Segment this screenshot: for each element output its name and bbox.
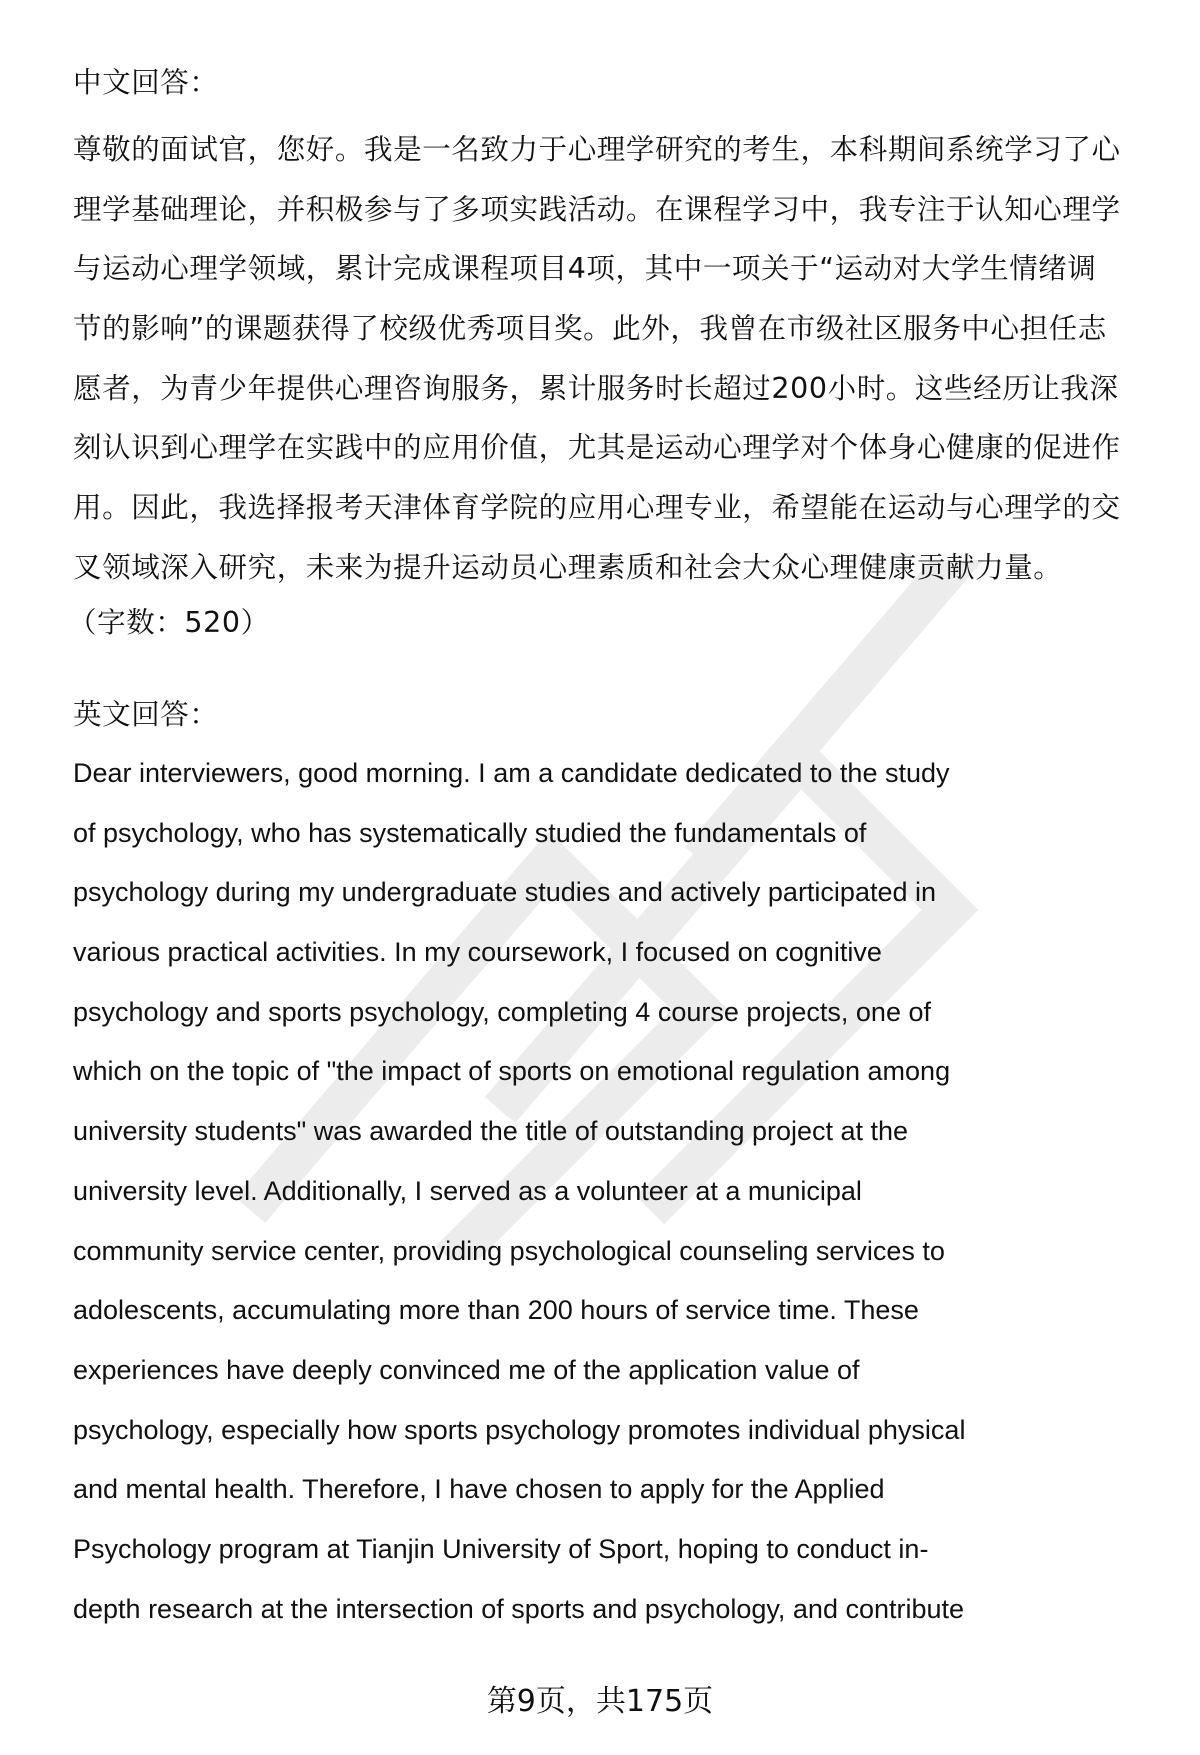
text-line: 愿者，为青少年提供心理咨询服务，累计服务时长超过200小时。这些经历让我深 (73, 371, 1119, 405)
text-line: and mental health. Therefore, I have chosen to apply for the Applied (73, 1474, 885, 1505)
text-line: various practical activities. In my coursework, I focused on cognitive (73, 937, 882, 968)
text-line: 尊敬的面试官，您好。我是一名致力于心理学研究的考生，本科期间系统学习了心 (73, 133, 1121, 166)
english-answer-paragraph (73, 744, 1153, 1639)
text-line: 理学基础理论，并积极参与了多项实践活动。在课程学习中，我专注于认知心理学 (73, 192, 1121, 226)
text-line: psychology, especially how sports psychology promotes individual physical (73, 1414, 966, 1445)
english-answer-label: 英文回答： (73, 698, 219, 731)
text-line: which on the topic of "the impact of sports on emotional regulation among (73, 1056, 951, 1087)
text-line: 用。因此，我选择报考天津体育学院的应用心理专业，希望能在运动与心理学的交 (73, 491, 1121, 525)
text-line: experiences have deeply convinced me of the application value of (73, 1354, 860, 1385)
text-line: university students" was awarded the title of outstanding project at the (73, 1116, 909, 1147)
text-line: 叉领域深入研究，未来为提升运动员心理素质和社会大众心理健康贡献力量。 (73, 550, 1063, 584)
text-line: depth research at the intersection of sports and psychology, and contribute (73, 1593, 965, 1624)
text-line: adolescents, accumulating more than 200 hours of service time. These (73, 1295, 919, 1326)
text-line: community service center, providing psychological counseling services to (73, 1235, 945, 1266)
word-count: （字数：520） (68, 606, 270, 639)
text-line: psychology and sports psychology, completing 4 course projects, one of (73, 996, 931, 1027)
chinese-answer-label: 中文回答： (73, 66, 219, 99)
page-number: 第9页，共175页 (486, 1684, 714, 1719)
text-line: university level. Additionally, I served as a volunteer at a municipal (73, 1175, 862, 1206)
text-line: 与运动心理学领域，累计完成课程项目4项，其中一项关于“运动对大学生情绪调 (73, 252, 1097, 286)
text-line: Dear interviewers, good morning. I am a candidate dedicated to the study (73, 758, 950, 788)
chinese-answer-paragraph (73, 120, 1153, 598)
text-line: 节的影响”的课题获得了校级优秀项目奖。此外，我曾在市级社区服务中心担任志 (73, 312, 1107, 346)
text-line: psychology during my undergraduate studies and actively participated in (73, 877, 937, 908)
text-line: of psychology, who has systematically studied the fundamentals of (73, 817, 867, 848)
text-line: Psychology program at Tianjin University of Sport, hoping to conduct in- (73, 1533, 929, 1564)
text-line: 刻认识到心理学在实践中的应用价值，尤其是运动心理学对个体身心健康的促进作 (73, 431, 1121, 465)
